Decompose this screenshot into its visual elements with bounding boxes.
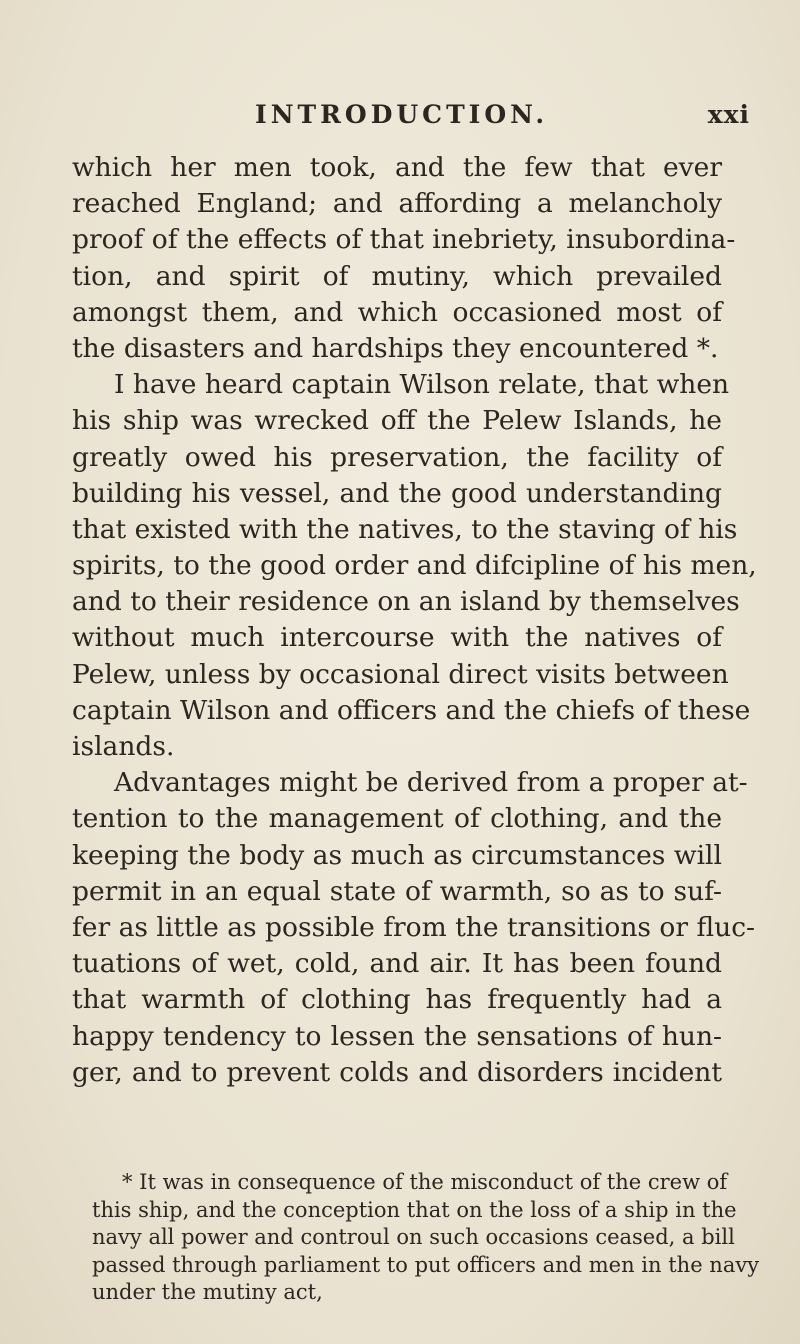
text-line: I have heard captain Wilson relate, that when bbox=[114, 369, 730, 401]
text-line: happy tendency to lessen the sensations of hun- bbox=[72, 1020, 722, 1052]
text-line: Pelew, unless by occasional direct visits between bbox=[72, 658, 729, 690]
text-line: and to their residence on an island by themselves bbox=[72, 586, 740, 618]
text-line: the disasters and hardships they encountered *. bbox=[72, 332, 719, 364]
text-line: spirits, to the good order and difcipline of his men, bbox=[72, 550, 757, 582]
running-title: INTRODUCTION. bbox=[255, 100, 549, 129]
text-line: fer as little as possible from the transitions or fluc- bbox=[72, 911, 756, 943]
text-line: greatly owed his preservation, the facility of bbox=[72, 441, 722, 473]
text-line: tuations of wet, cold, and air. It has been found bbox=[72, 948, 722, 980]
text-line: without much intercourse with the natives of bbox=[72, 622, 722, 654]
text-line: reached England; and affording a melancholy bbox=[72, 188, 722, 220]
footnote-line: passed through parliament to put officers and men in the navy bbox=[92, 1252, 760, 1277]
text-line: which her men took, and the few that ever bbox=[72, 152, 722, 183]
text-line: islands. bbox=[72, 731, 175, 762]
text-line: building his vessel, and the good understanding bbox=[72, 477, 722, 509]
text-line: amongst them, and which occasioned most of bbox=[72, 296, 722, 328]
footnote-line: under the mutiny act, bbox=[92, 1280, 323, 1304]
page-number: xxi bbox=[707, 100, 750, 129]
footnote-line: * It was in consequence of the misconduct of the crew of bbox=[122, 1170, 728, 1194]
body-text bbox=[72, 150, 757, 1091]
text-line: his ship was wrecked off the Pelew Islands, he bbox=[72, 405, 722, 437]
text-line: that warmth of clothing has frequently had a bbox=[72, 984, 722, 1016]
footnote-line: navy all power and controul on such occasions ceased, a bill bbox=[92, 1225, 735, 1249]
text-line: ger, and to prevent colds and disorders incident bbox=[72, 1056, 722, 1088]
text-line: keeping the body as much as circumstances will bbox=[72, 839, 722, 871]
text-line: captain Wilson and officers and the chiefs of these bbox=[72, 694, 751, 726]
text-line: tention to the management of clothing, and the bbox=[72, 803, 722, 835]
text-line: Advantages might be derived from a proper at- bbox=[114, 767, 748, 799]
footnote-line: this ship, and the conception that on the loss of a ship in the bbox=[92, 1197, 737, 1222]
footnote bbox=[92, 1169, 760, 1307]
text-line: that existed with the natives, to the staving of his bbox=[72, 513, 738, 545]
text-line: permit in an equal state of warmth, so as to suf- bbox=[72, 875, 722, 907]
text-line: tion, and spirit of mutiny, which prevailed bbox=[72, 260, 722, 292]
text-line: proof of the effects of that inebriety, insubordina- bbox=[72, 224, 736, 256]
page-header bbox=[60, 100, 750, 136]
